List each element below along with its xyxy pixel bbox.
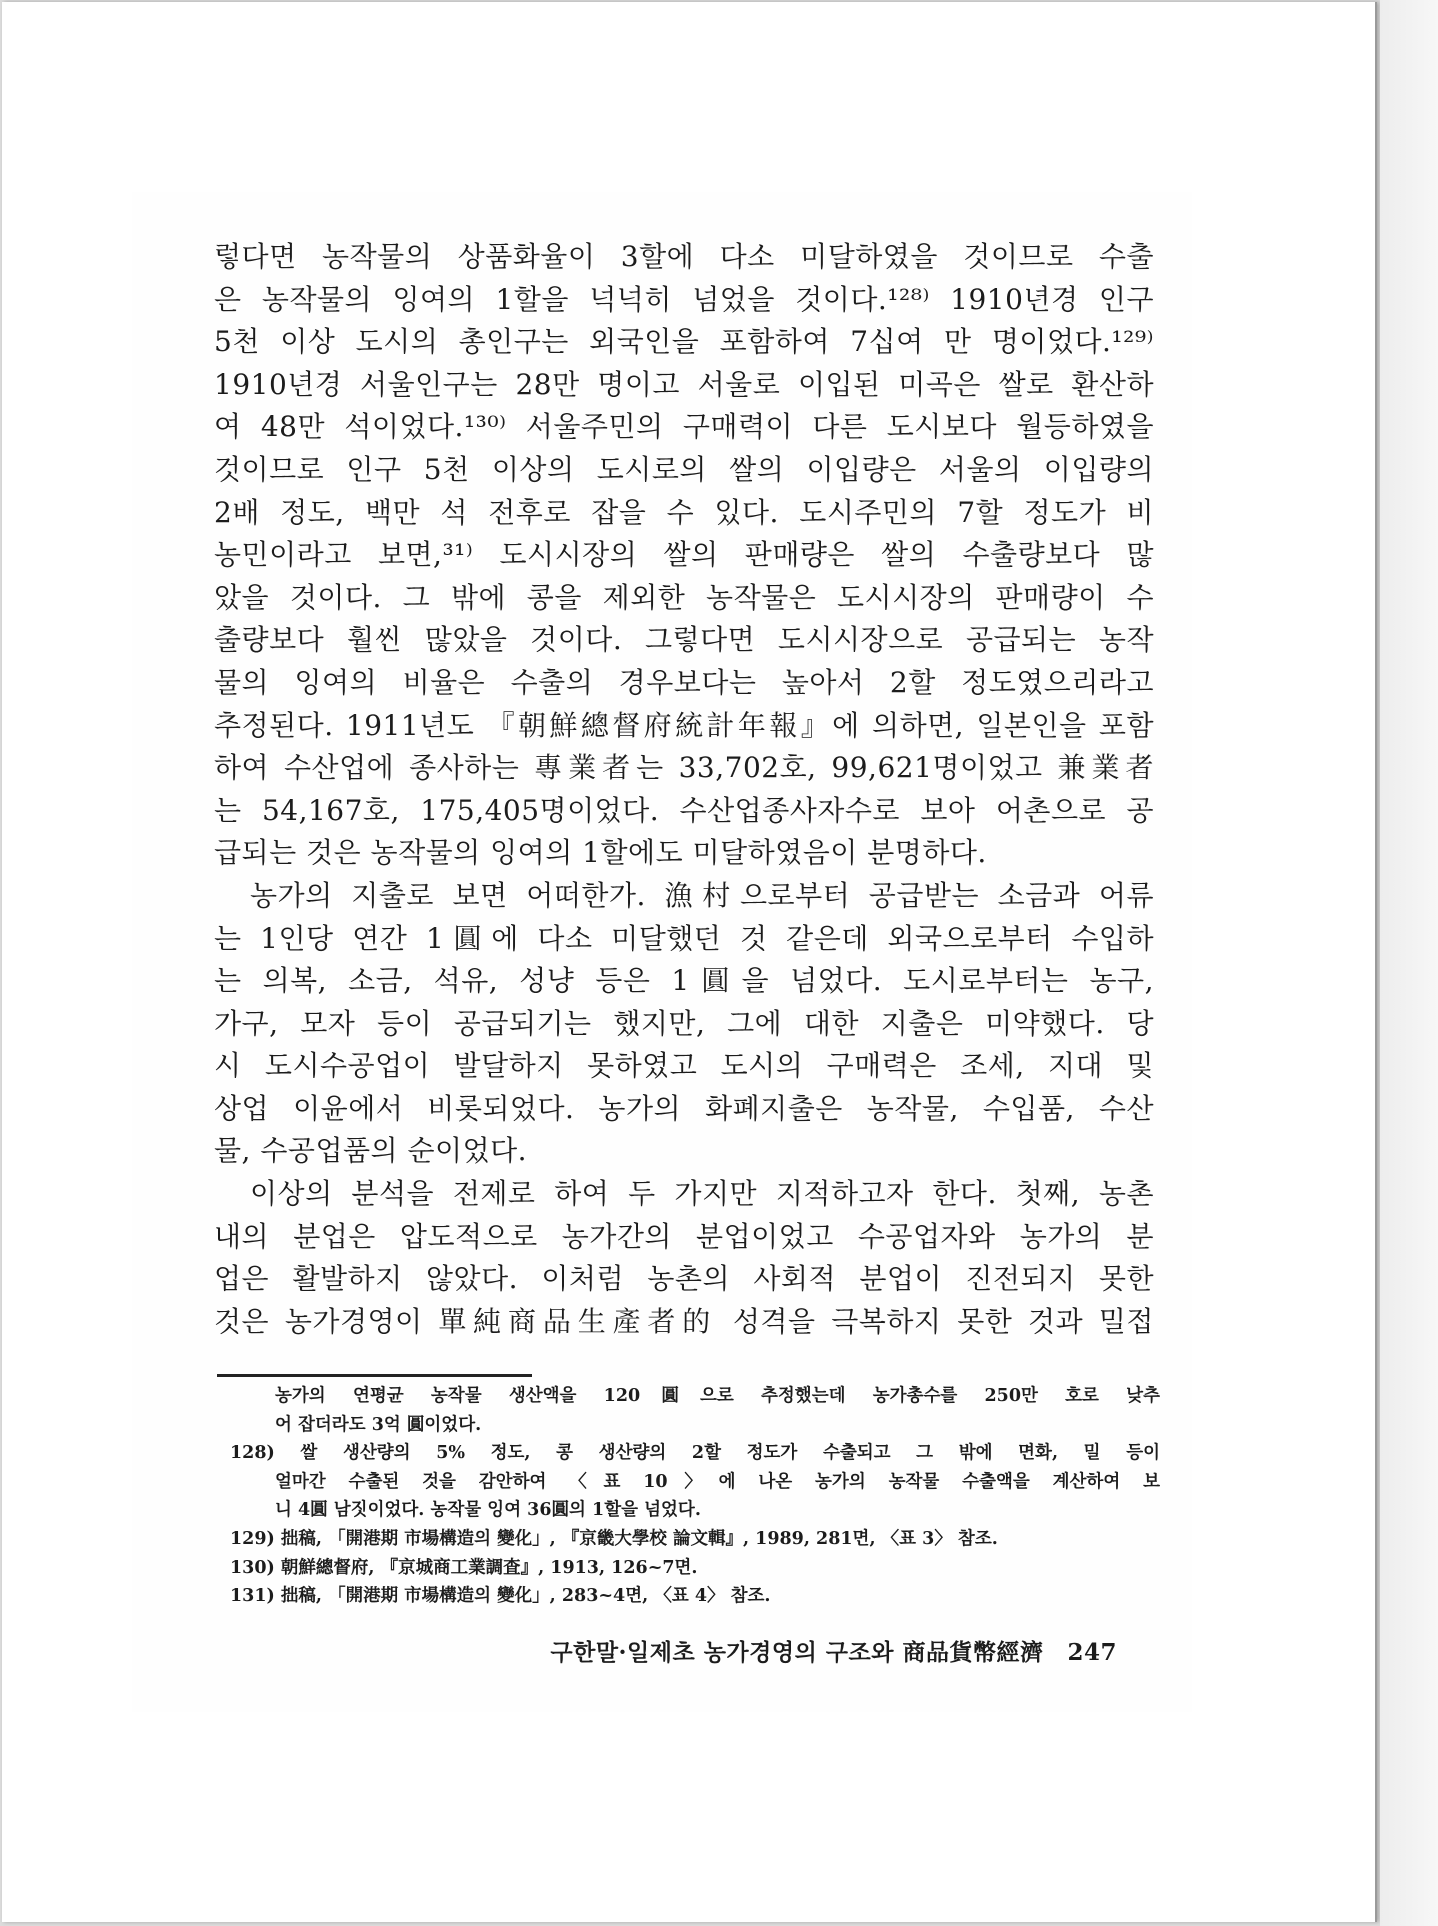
footnote-131: 131) 拙稿, 「開港期 市場構造의 變化」, 283~4면, 〈표 4〉 참조.	[230, 1586, 771, 1607]
body-line: 2배 정도, 백만 석 전후로 잡을 수 있다. 도시주민의 7할 정도가 비	[214, 495, 1154, 529]
body-line: 농민이라고 보면,³¹⁾ 도시시장의 쌀의 판매량은 쌀의 수출량보다 많	[214, 538, 1154, 572]
body-line: 1910년경 서울인구는 28만 명이고 서울로 이입된 미곡은 쌀로 환산하	[214, 367, 1154, 401]
footnote-130: 130) 朝鮮總督府, 『京城商工業調査』, 1913, 126~7면.	[230, 1557, 698, 1578]
body-text	[214, 236, 1154, 1343]
footnote-divider	[217, 1374, 532, 1377]
body-line: 5천 이상 도시의 총인구는 외국인을 포함하여 7십여 만 명이었다.¹²⁹⁾	[214, 325, 1154, 359]
body-line: 물, 수공업품의 순이었다.	[214, 1134, 528, 1168]
footnote-line: 어 잡더라도 3억 圓이었다.	[275, 1414, 482, 1435]
body-line: 여 48만 석이었다.¹³⁰⁾ 서울주민의 구매력이 다른 도시보다 월등하였을	[214, 410, 1154, 444]
running-footer	[550, 1634, 1117, 1667]
body-line: 것은 농가경영이 單純商品生產者的 성격을 극복하지 못한 것과 밀접	[214, 1304, 1154, 1338]
footer-title: 구한말·일제초 농가경영의 구조와 商品貨幣經濟	[550, 1639, 1044, 1666]
viewer-side-panel	[1380, 0, 1438, 1926]
body-line: 상업 이윤에서 비롯되었다. 농가의 화폐지출은 농작물, 수입품, 수산	[214, 1091, 1154, 1125]
body-line: 는 의복, 소금, 석유, 성냥 등은 1圓을 넘었다. 도시로부터는 농구,	[214, 964, 1154, 998]
paragraph-start-line: 이상의 분석을 전제로 하여 두 가지만 지적하고자 한다. 첫째, 농촌	[250, 1177, 1154, 1211]
body-line: 출량보다 훨씬 많았을 것이다. 그렇다면 도시시장으로 공급되는 농작	[214, 623, 1154, 657]
footnote-line: 니 4圓 남짓이었다. 농작물 잉여 36圓의 1할을 넘었다.	[275, 1500, 701, 1521]
body-line: 업은 활발하지 않았다. 이처럼 농촌의 사회적 분업이 진전되지 못한	[214, 1262, 1154, 1296]
body-line: 하여 수산업에 종사하는 專業者는 33,702호, 99,621명이었고 兼業者	[214, 751, 1154, 785]
body-line: 내의 분업은 압도적으로 농가간의 분업이었고 수공업자와 농가의 분	[214, 1219, 1154, 1253]
body-line: 가구, 모자 등이 공급되기는 했지만, 그에 대한 지출은 미약했다. 당	[214, 1006, 1154, 1040]
footnote-128: 128) 쌀 생산량의 5% 정도, 콩 생산량의 2할 정도가 수출되고 그 밖에 면화, 밀 등이	[230, 1443, 1160, 1464]
footnotes	[230, 1382, 1160, 1611]
body-line: 렇다면 농작물의 상품화율이 3할에 다소 미달하였을 것이므로 수출	[214, 240, 1154, 273]
body-line: 았을 것이다. 그 밖에 콩을 제외한 농작물은 도시시장의 판매량이 수	[214, 580, 1154, 614]
footnote-line: 농가의 연평균 농작물 생산액을 120圓으로 추정했는데 농가총수를 250만 호로 낮추	[275, 1386, 1160, 1406]
paragraph-start-line: 농가의 지출로 보면 어떠한가. 漁村으로부터 공급받는 소금과 어류	[250, 878, 1154, 912]
page-number: 247	[1067, 1639, 1117, 1666]
body-line: 물의 잉여의 비율은 수출의 경우보다는 높아서 2할 정도였으리라고	[214, 665, 1154, 699]
document-page	[2, 2, 1377, 1922]
body-line: 는 54,167호, 175,405명이었다. 수산업종사자수로 보아 어촌으로 공	[214, 793, 1154, 827]
body-line: 은 농작물의 잉여의 1할을 넉넉히 넘었을 것이다.¹²⁸⁾ 1910년경 인구	[214, 282, 1154, 316]
footnote-129: 129) 拙稿, 「開港期 市場構造의 變化」, 『京畿大學校 論文輯』, 1989, 281면, 〈표 3〉 참조.	[230, 1528, 998, 1549]
body-line: 시 도시수공업이 발달하지 못하였고 도시의 구매력은 조세, 지대 및	[214, 1049, 1154, 1083]
footnote-line: 얼마간 수출된 것을 감안하여 〈표 10〉에 나온 농가의 농작물 수출액을 계산하여 보	[275, 1471, 1160, 1492]
body-line: 는 1인당 연간 1圓에 다소 미달했던 것 같은데 외국으로부터 수입하	[214, 921, 1154, 955]
body-line: 급되는 것은 농작물의 잉여의 1할에도 미달하였음이 분명하다.	[214, 836, 987, 870]
body-line: 추정된다. 1911년도 『朝鮮總督府統計年報』에 의하면, 일본인을 포함	[214, 708, 1154, 742]
body-line: 것이므로 인구 5천 이상의 도시로의 쌀의 이입량은 서울의 이입량의	[214, 452, 1154, 486]
